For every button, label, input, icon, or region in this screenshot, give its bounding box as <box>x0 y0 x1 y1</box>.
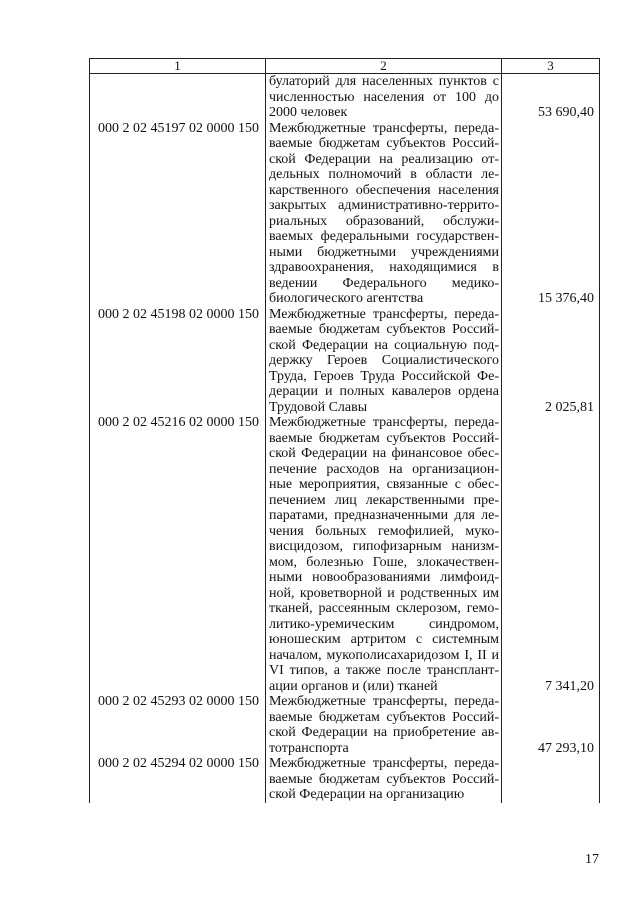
table-row <box>90 121 600 307</box>
table-header <box>90 59 600 74</box>
description-line: ваемых федеральными государствен- <box>269 229 499 244</box>
description-line: ской Федерации на финансовое обес- <box>269 446 499 461</box>
page-number: 17 <box>585 852 599 867</box>
table-row <box>90 415 600 694</box>
description-cell <box>266 694 502 756</box>
description-line: дерации и полных кавалеров ордена <box>269 384 499 399</box>
description-line: дельных полномочий в области ле- <box>269 167 499 182</box>
description-line: висцидозом, гипофизарным нанизм- <box>269 539 499 554</box>
budget-code: 000 2 02 45216 02 0000 150 <box>90 415 266 694</box>
description-line: ваемые бюджетам субъектов Россий- <box>269 709 499 725</box>
description-cell <box>266 74 502 121</box>
description-line: Межбюджетные трансферты, переда- <box>269 756 499 771</box>
description-cell <box>266 415 502 694</box>
description-line: юношеским артритом с системным <box>269 632 499 647</box>
header-col-3: 3 <box>502 59 600 74</box>
description-cell <box>266 756 502 803</box>
description-line: Межбюджетные трансферты, переда- <box>269 415 499 430</box>
description-line: печение расходов на организацион- <box>269 461 499 477</box>
description-line: ными новообразованиями лимфоид- <box>269 570 499 585</box>
description-line: держку Героев Социалистического <box>269 353 499 368</box>
description-line: ные мероприятия, связанные с обес- <box>269 477 499 492</box>
description-line: ведении Федерального медико- <box>269 275 499 291</box>
description-line: тканей, рассеянным склерозом, гемо- <box>269 601 499 616</box>
budget-table <box>89 58 600 803</box>
budget-code: 000 2 02 45197 02 0000 150 <box>90 121 266 307</box>
amount-value: 2 025,81 <box>502 307 600 416</box>
header-col-1: 1 <box>90 59 266 74</box>
table-body <box>90 74 600 803</box>
description-line: Межбюджетные трансферты, переда- <box>269 694 499 709</box>
amount-value: 47 293,10 <box>502 694 600 756</box>
description-line: карственного обеспечения населения <box>269 182 499 198</box>
description-line: 2000 человек <box>269 105 348 120</box>
description-line: мом, болезнью Гоше, злокачествен- <box>269 554 499 570</box>
description-line: литико-уремическим синдромом, <box>269 616 499 632</box>
description-line: чения больных гемофилией, муко- <box>269 523 499 539</box>
amount-value: 53 690,40 <box>502 74 600 121</box>
description-line: ской Федерации на организацию <box>269 787 465 802</box>
description-line: биологического агентства <box>269 291 424 306</box>
budget-code: 000 2 02 45198 02 0000 150 <box>90 307 266 416</box>
description-line: ской Федерации на социальную под- <box>269 337 499 353</box>
description-line: ской Федерации на реализацию от- <box>269 151 499 167</box>
description-line: VI типов, а также после трансплант- <box>269 663 499 678</box>
description-line: риальных образований, обслужи- <box>269 213 499 229</box>
budget-code: 000 2 02 45294 02 0000 150 <box>90 756 266 803</box>
description-line: Межбюджетные трансферты, переда- <box>269 306 499 322</box>
description-cell <box>266 307 502 416</box>
description-line: ской Федерации на приобретение ав- <box>269 725 499 740</box>
header-row <box>90 59 600 74</box>
description-line: ваемые бюджетам субъектов Россий- <box>269 430 499 446</box>
description-line: тотранспорта <box>269 740 349 756</box>
description-line: численностью населения от 100 до <box>269 89 499 105</box>
description-line: здравоохранения, находящимися в <box>269 260 499 275</box>
table-row <box>90 756 600 803</box>
description-line: ваемые бюджетам субъектов Россий- <box>269 322 499 337</box>
description-line: паратами, предназначенными для ле- <box>269 508 499 523</box>
amount-value: 15 376,40 <box>502 121 600 307</box>
description-line: закрытых административно-террито- <box>269 198 499 213</box>
budget-code <box>90 74 266 121</box>
description-line: Межбюджетные трансферты, переда- <box>269 120 499 136</box>
table-row <box>90 307 600 416</box>
budget-code: 000 2 02 45293 02 0000 150 <box>90 694 266 756</box>
header-col-2: 2 <box>266 59 502 74</box>
table-row <box>90 694 600 756</box>
description-line: Труда, Героев Труда Российской Фе- <box>269 368 499 384</box>
table-row <box>90 74 600 121</box>
description-line: Трудовой Славы <box>269 399 368 415</box>
description-line: ваемые бюджетам субъектов Россий- <box>269 136 499 151</box>
description-line: ной, кроветворной и родственных им <box>269 585 499 601</box>
description-line: ваемые бюджетам субъектов Россий- <box>269 771 499 787</box>
description-line: печением лиц лекарственными пре- <box>269 492 499 508</box>
amount-value <box>502 756 600 803</box>
description-line: началом, мукополисахаридозом I, II и <box>269 647 499 663</box>
description-cell <box>266 121 502 307</box>
description-line: ными бюджетными учреждениями <box>269 244 499 260</box>
amount-value: 7 341,20 <box>502 415 600 694</box>
description-line: булаторий для населенных пунктов с <box>269 74 499 89</box>
description-line: ации органов и (или) тканей <box>269 678 438 694</box>
